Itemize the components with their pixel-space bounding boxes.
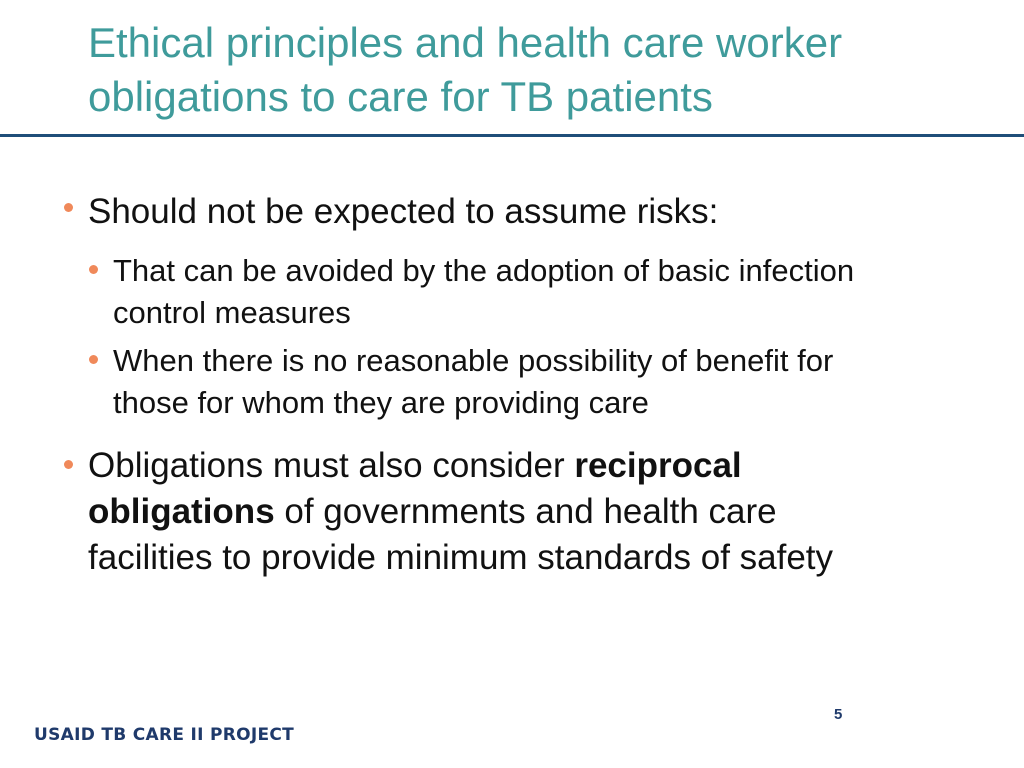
sub-bullet-line: When there is no reasonable possibility of benefit for	[113, 343, 834, 378]
bullet-line	[88, 489, 833, 535]
bullet-text-bold: obligations	[88, 492, 275, 531]
sub-bullet-dot-icon	[89, 355, 98, 364]
bullet-risks	[88, 189, 718, 235]
title-line-1: Ethical principles and health care worker	[88, 19, 843, 66]
sub-bullet-line: those for whom they are providing care	[113, 385, 649, 420]
sub-bullet-line: That can be avoided by the adoption of basic infection	[113, 253, 855, 288]
page-number: 5	[834, 706, 843, 723]
bullet-text-regular: Obligations must also consider	[88, 446, 575, 485]
sub-bullet-dot-icon	[89, 265, 98, 274]
bullet-dot-icon	[64, 203, 73, 212]
slide-title	[88, 16, 988, 124]
title-divider	[0, 134, 1024, 137]
bullet-text: Should not be expected to assume risks:	[88, 192, 719, 231]
bullet-reciprocal-obligations	[88, 443, 833, 581]
bullet-line: facilities to provide minimum standards of safety	[88, 538, 834, 577]
title-line-2: obligations to care for TB patients	[88, 73, 713, 120]
bullet-dot-icon	[64, 460, 73, 469]
sub-bullet-infection-control	[113, 250, 854, 334]
bullet-line	[88, 443, 833, 489]
bullet-text-bold: reciprocal	[574, 446, 742, 485]
footer-project-name: USAID TB CARE II PROJECT	[34, 725, 295, 745]
sub-bullet-line: control measures	[113, 295, 351, 330]
bullet-text-regular: of governments and health care	[274, 492, 777, 531]
sub-bullet-no-benefit	[113, 340, 833, 424]
